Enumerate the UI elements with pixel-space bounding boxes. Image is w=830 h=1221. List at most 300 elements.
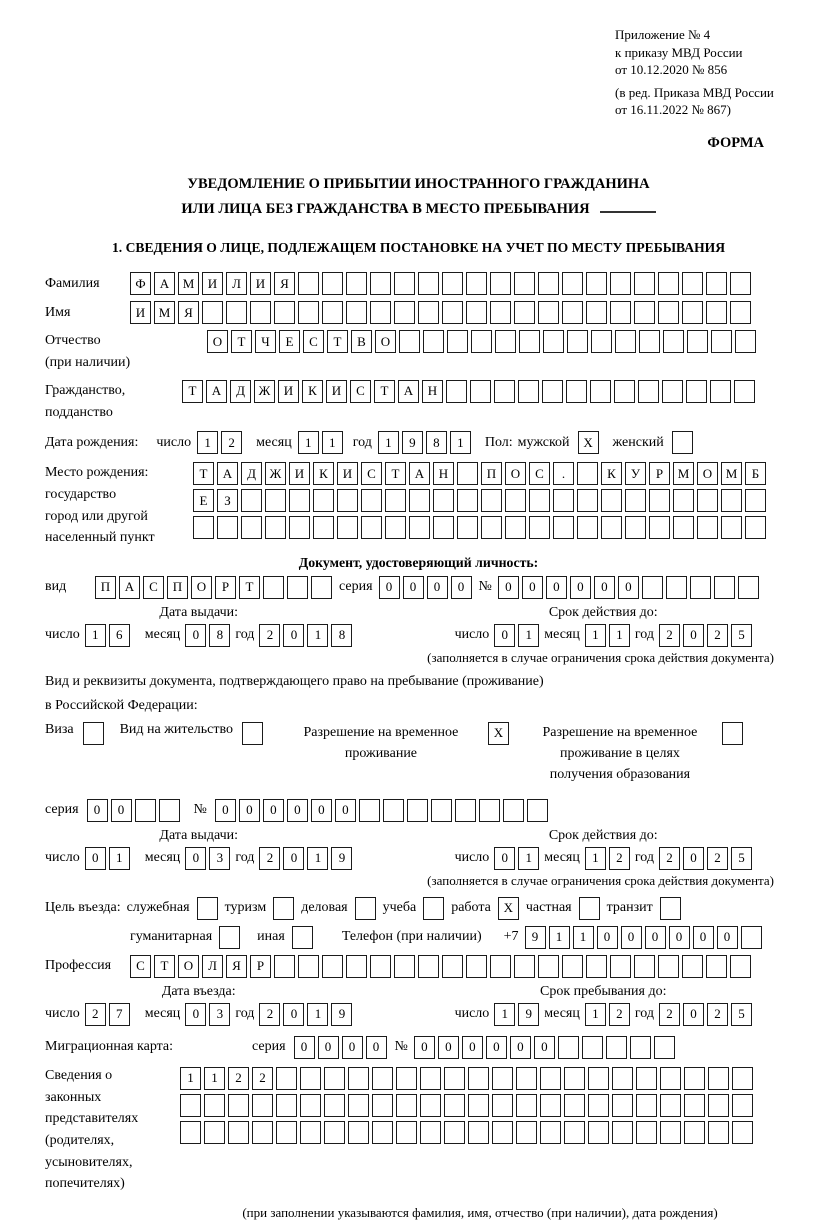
char-cell[interactable] bbox=[407, 799, 428, 822]
char-cell[interactable] bbox=[516, 1094, 537, 1117]
char-cell[interactable]: Ж bbox=[254, 380, 275, 403]
char-cell[interactable] bbox=[442, 301, 463, 324]
char-cell[interactable]: Т bbox=[231, 330, 252, 353]
char-cell[interactable] bbox=[514, 301, 535, 324]
char-cell[interactable]: О bbox=[191, 576, 212, 599]
char-cell[interactable] bbox=[204, 1121, 225, 1144]
char-cell[interactable] bbox=[446, 380, 467, 403]
char-cell[interactable] bbox=[399, 330, 420, 353]
char-cell[interactable]: 1 bbox=[85, 624, 106, 647]
char-cell[interactable]: Т bbox=[182, 380, 203, 403]
char-cell[interactable] bbox=[529, 489, 550, 512]
char-cell[interactable] bbox=[741, 926, 762, 949]
char-cell[interactable]: А bbox=[398, 380, 419, 403]
char-cell[interactable] bbox=[494, 380, 515, 403]
char-cell[interactable] bbox=[217, 516, 238, 539]
char-cell[interactable]: 2 bbox=[259, 1003, 280, 1026]
char-cell[interactable] bbox=[348, 1067, 369, 1090]
char-cell[interactable]: 1 bbox=[180, 1067, 201, 1090]
char-cell[interactable] bbox=[394, 301, 415, 324]
char-cell[interactable] bbox=[660, 1067, 681, 1090]
char-cell[interactable] bbox=[564, 1094, 585, 1117]
char-cell[interactable]: Я bbox=[274, 272, 295, 295]
char-cell[interactable]: 1 bbox=[585, 624, 606, 647]
char-cell[interactable]: 0 bbox=[185, 847, 206, 870]
char-cell[interactable]: 0 bbox=[111, 799, 132, 822]
char-cell[interactable] bbox=[682, 955, 703, 978]
char-cell[interactable] bbox=[638, 380, 659, 403]
char-cell[interactable] bbox=[538, 272, 559, 295]
char-cell[interactable]: 2 bbox=[252, 1067, 273, 1090]
char-cell[interactable] bbox=[495, 330, 516, 353]
char-cell[interactable]: 2 bbox=[659, 847, 680, 870]
char-cell[interactable] bbox=[745, 489, 766, 512]
char-cell[interactable]: 0 bbox=[494, 624, 515, 647]
char-cell[interactable] bbox=[610, 272, 631, 295]
char-cell[interactable]: 0 bbox=[85, 847, 106, 870]
char-cell[interactable]: 0 bbox=[594, 576, 615, 599]
char-cell[interactable] bbox=[409, 516, 430, 539]
char-cell[interactable] bbox=[564, 1067, 585, 1090]
char-cell[interactable] bbox=[324, 1121, 345, 1144]
char-cell[interactable] bbox=[383, 799, 404, 822]
char-cell[interactable]: С bbox=[529, 462, 550, 485]
char-cell[interactable] bbox=[615, 330, 636, 353]
char-cell[interactable] bbox=[361, 489, 382, 512]
char-cell[interactable]: С bbox=[143, 576, 164, 599]
char-cell[interactable]: 8 bbox=[209, 624, 230, 647]
char-cell[interactable] bbox=[732, 1094, 753, 1117]
char-cell[interactable]: А bbox=[119, 576, 140, 599]
char-cell[interactable] bbox=[636, 1121, 657, 1144]
char-cell[interactable] bbox=[711, 330, 732, 353]
char-cell[interactable]: 0 bbox=[379, 576, 400, 599]
char-cell[interactable] bbox=[708, 1067, 729, 1090]
char-cell[interactable] bbox=[444, 1121, 465, 1144]
char-cell[interactable] bbox=[636, 1094, 657, 1117]
char-cell[interactable] bbox=[180, 1121, 201, 1144]
char-cell[interactable] bbox=[706, 301, 727, 324]
char-cell[interactable] bbox=[492, 1094, 513, 1117]
char-cell[interactable]: Н bbox=[422, 380, 443, 403]
char-cell[interactable] bbox=[298, 955, 319, 978]
char-cell[interactable]: 0 bbox=[403, 576, 424, 599]
char-cell[interactable]: 2 bbox=[609, 1003, 630, 1026]
char-cell[interactable]: 0 bbox=[534, 1036, 555, 1059]
char-cell[interactable] bbox=[409, 489, 430, 512]
char-cell[interactable]: 0 bbox=[510, 1036, 531, 1059]
char-cell[interactable] bbox=[346, 272, 367, 295]
char-cell[interactable] bbox=[660, 897, 681, 920]
char-cell[interactable] bbox=[567, 330, 588, 353]
char-cell[interactable]: 0 bbox=[283, 624, 304, 647]
char-cell[interactable]: 0 bbox=[683, 1003, 704, 1026]
char-cell[interactable] bbox=[289, 516, 310, 539]
char-cell[interactable]: Т bbox=[385, 462, 406, 485]
char-cell[interactable]: 0 bbox=[215, 799, 236, 822]
char-cell[interactable]: 8 bbox=[331, 624, 352, 647]
char-cell[interactable] bbox=[614, 380, 635, 403]
char-cell[interactable] bbox=[654, 1036, 675, 1059]
char-cell[interactable]: И bbox=[202, 272, 223, 295]
char-cell[interactable] bbox=[346, 955, 367, 978]
char-cell[interactable] bbox=[265, 516, 286, 539]
char-cell[interactable]: 0 bbox=[438, 1036, 459, 1059]
char-cell[interactable] bbox=[658, 955, 679, 978]
char-cell[interactable] bbox=[265, 489, 286, 512]
char-cell[interactable] bbox=[455, 799, 476, 822]
char-cell[interactable]: 0 bbox=[87, 799, 108, 822]
char-cell[interactable] bbox=[370, 955, 391, 978]
char-cell[interactable]: 1 bbox=[450, 431, 471, 454]
char-cell[interactable] bbox=[348, 1121, 369, 1144]
char-cell[interactable] bbox=[490, 955, 511, 978]
char-cell[interactable]: 2 bbox=[609, 847, 630, 870]
char-cell[interactable]: 0 bbox=[683, 624, 704, 647]
char-cell[interactable] bbox=[355, 897, 376, 920]
char-cell[interactable]: 2 bbox=[221, 431, 242, 454]
char-cell[interactable] bbox=[300, 1094, 321, 1117]
char-cell[interactable]: 1 bbox=[378, 431, 399, 454]
char-cell[interactable]: 0 bbox=[462, 1036, 483, 1059]
char-cell[interactable] bbox=[682, 272, 703, 295]
char-cell[interactable] bbox=[447, 330, 468, 353]
char-cell[interactable]: 0 bbox=[717, 926, 738, 949]
char-cell[interactable]: Я bbox=[226, 955, 247, 978]
char-cell[interactable] bbox=[420, 1067, 441, 1090]
char-cell[interactable]: 1 bbox=[549, 926, 570, 949]
char-cell[interactable] bbox=[300, 1121, 321, 1144]
char-cell[interactable]: 1 bbox=[307, 847, 328, 870]
char-cell[interactable]: Л bbox=[202, 955, 223, 978]
char-cell[interactable]: 0 bbox=[570, 576, 591, 599]
char-cell[interactable] bbox=[287, 576, 308, 599]
char-cell[interactable] bbox=[519, 330, 540, 353]
char-cell[interactable] bbox=[610, 301, 631, 324]
char-cell[interactable] bbox=[442, 955, 463, 978]
char-cell[interactable] bbox=[466, 301, 487, 324]
char-cell[interactable] bbox=[370, 272, 391, 295]
char-cell[interactable] bbox=[276, 1094, 297, 1117]
char-cell[interactable] bbox=[590, 380, 611, 403]
char-cell[interactable] bbox=[540, 1094, 561, 1117]
char-cell[interactable] bbox=[538, 301, 559, 324]
char-cell[interactable] bbox=[418, 301, 439, 324]
char-cell[interactable] bbox=[666, 576, 687, 599]
char-cell[interactable] bbox=[219, 926, 240, 949]
char-cell[interactable] bbox=[313, 516, 334, 539]
char-cell[interactable] bbox=[721, 516, 742, 539]
char-cell[interactable]: Т bbox=[239, 576, 260, 599]
char-cell[interactable]: О bbox=[697, 462, 718, 485]
char-cell[interactable]: 1 bbox=[585, 847, 606, 870]
char-cell[interactable]: М bbox=[673, 462, 694, 485]
char-cell[interactable] bbox=[241, 516, 262, 539]
char-cell[interactable]: 1 bbox=[518, 847, 539, 870]
char-cell[interactable]: 0 bbox=[318, 1036, 339, 1059]
char-cell[interactable] bbox=[503, 799, 524, 822]
char-cell[interactable]: 0 bbox=[366, 1036, 387, 1059]
char-cell[interactable]: М bbox=[178, 272, 199, 295]
char-cell[interactable] bbox=[586, 272, 607, 295]
char-cell[interactable]: Н bbox=[433, 462, 454, 485]
char-cell[interactable]: 0 bbox=[311, 799, 332, 822]
char-cell[interactable]: 1 bbox=[518, 624, 539, 647]
char-cell[interactable] bbox=[658, 272, 679, 295]
char-cell[interactable] bbox=[601, 489, 622, 512]
char-cell[interactable]: 1 bbox=[494, 1003, 515, 1026]
char-cell[interactable]: И bbox=[289, 462, 310, 485]
char-cell[interactable] bbox=[514, 955, 535, 978]
char-cell[interactable] bbox=[516, 1067, 537, 1090]
char-cell[interactable] bbox=[673, 516, 694, 539]
char-cell[interactable]: Д bbox=[241, 462, 262, 485]
char-cell[interactable] bbox=[348, 1094, 369, 1117]
char-cell[interactable] bbox=[612, 1094, 633, 1117]
char-cell[interactable] bbox=[228, 1094, 249, 1117]
char-cell[interactable]: X bbox=[578, 431, 599, 454]
char-cell[interactable]: 2 bbox=[707, 847, 728, 870]
char-cell[interactable]: 9 bbox=[331, 1003, 352, 1026]
char-cell[interactable]: 2 bbox=[659, 624, 680, 647]
char-cell[interactable]: Ч bbox=[255, 330, 276, 353]
char-cell[interactable]: 9 bbox=[518, 1003, 539, 1026]
char-cell[interactable] bbox=[468, 1067, 489, 1090]
char-cell[interactable] bbox=[226, 301, 247, 324]
char-cell[interactable]: 0 bbox=[185, 1003, 206, 1026]
char-cell[interactable] bbox=[252, 1121, 273, 1144]
char-cell[interactable] bbox=[372, 1067, 393, 1090]
char-cell[interactable] bbox=[372, 1094, 393, 1117]
char-cell[interactable] bbox=[721, 489, 742, 512]
char-cell[interactable] bbox=[540, 1121, 561, 1144]
char-cell[interactable] bbox=[734, 380, 755, 403]
char-cell[interactable] bbox=[714, 576, 735, 599]
char-cell[interactable] bbox=[672, 431, 693, 454]
char-cell[interactable] bbox=[649, 489, 670, 512]
char-cell[interactable] bbox=[250, 301, 271, 324]
char-cell[interactable]: 1 bbox=[307, 624, 328, 647]
char-cell[interactable]: 0 bbox=[283, 1003, 304, 1026]
char-cell[interactable] bbox=[197, 897, 218, 920]
char-cell[interactable]: 8 bbox=[426, 431, 447, 454]
char-cell[interactable] bbox=[490, 301, 511, 324]
char-cell[interactable] bbox=[634, 272, 655, 295]
char-cell[interactable] bbox=[527, 799, 548, 822]
char-cell[interactable]: А bbox=[409, 462, 430, 485]
char-cell[interactable]: Б bbox=[745, 462, 766, 485]
char-cell[interactable] bbox=[518, 380, 539, 403]
char-cell[interactable] bbox=[708, 1121, 729, 1144]
char-cell[interactable]: Л bbox=[226, 272, 247, 295]
char-cell[interactable] bbox=[588, 1121, 609, 1144]
char-cell[interactable]: 0 bbox=[263, 799, 284, 822]
char-cell[interactable]: Т bbox=[327, 330, 348, 353]
char-cell[interactable] bbox=[710, 380, 731, 403]
char-cell[interactable] bbox=[686, 380, 707, 403]
char-cell[interactable] bbox=[479, 799, 500, 822]
char-cell[interactable]: 1 bbox=[585, 1003, 606, 1026]
char-cell[interactable]: 0 bbox=[546, 576, 567, 599]
char-cell[interactable] bbox=[588, 1067, 609, 1090]
char-cell[interactable] bbox=[490, 272, 511, 295]
char-cell[interactable] bbox=[300, 1067, 321, 1090]
char-cell[interactable]: 2 bbox=[259, 847, 280, 870]
char-cell[interactable]: И bbox=[326, 380, 347, 403]
char-cell[interactable] bbox=[466, 272, 487, 295]
char-cell[interactable] bbox=[730, 301, 751, 324]
char-cell[interactable] bbox=[610, 955, 631, 978]
char-cell[interactable] bbox=[444, 1094, 465, 1117]
char-cell[interactable] bbox=[663, 330, 684, 353]
char-cell[interactable] bbox=[660, 1094, 681, 1117]
char-cell[interactable]: Ж bbox=[265, 462, 286, 485]
char-cell[interactable] bbox=[471, 330, 492, 353]
char-cell[interactable] bbox=[706, 272, 727, 295]
char-cell[interactable] bbox=[298, 272, 319, 295]
char-cell[interactable] bbox=[420, 1121, 441, 1144]
char-cell[interactable] bbox=[423, 330, 444, 353]
char-cell[interactable]: М bbox=[154, 301, 175, 324]
char-cell[interactable]: 0 bbox=[669, 926, 690, 949]
char-cell[interactable] bbox=[481, 489, 502, 512]
char-cell[interactable]: П bbox=[167, 576, 188, 599]
char-cell[interactable]: 9 bbox=[402, 431, 423, 454]
char-cell[interactable]: 0 bbox=[494, 847, 515, 870]
char-cell[interactable] bbox=[311, 576, 332, 599]
char-cell[interactable]: 0 bbox=[335, 799, 356, 822]
char-cell[interactable]: Р bbox=[649, 462, 670, 485]
char-cell[interactable] bbox=[542, 380, 563, 403]
char-cell[interactable]: П bbox=[481, 462, 502, 485]
char-cell[interactable] bbox=[324, 1067, 345, 1090]
char-cell[interactable] bbox=[492, 1121, 513, 1144]
char-cell[interactable] bbox=[697, 516, 718, 539]
char-cell[interactable] bbox=[394, 955, 415, 978]
char-cell[interactable] bbox=[431, 799, 452, 822]
char-cell[interactable]: 2 bbox=[85, 1003, 106, 1026]
char-cell[interactable] bbox=[625, 516, 646, 539]
char-cell[interactable] bbox=[634, 301, 655, 324]
char-cell[interactable] bbox=[242, 722, 263, 745]
char-cell[interactable] bbox=[481, 516, 502, 539]
char-cell[interactable]: 0 bbox=[522, 576, 543, 599]
char-cell[interactable] bbox=[516, 1121, 537, 1144]
char-cell[interactable] bbox=[730, 272, 751, 295]
char-cell[interactable] bbox=[420, 1094, 441, 1117]
char-cell[interactable] bbox=[135, 799, 156, 822]
char-cell[interactable]: М bbox=[721, 462, 742, 485]
char-cell[interactable]: 0 bbox=[185, 624, 206, 647]
char-cell[interactable]: А bbox=[217, 462, 238, 485]
char-cell[interactable] bbox=[577, 489, 598, 512]
char-cell[interactable] bbox=[606, 1036, 627, 1059]
char-cell[interactable] bbox=[396, 1121, 417, 1144]
char-cell[interactable]: 2 bbox=[707, 624, 728, 647]
char-cell[interactable] bbox=[538, 955, 559, 978]
char-cell[interactable]: Д bbox=[230, 380, 251, 403]
char-cell[interactable]: 0 bbox=[451, 576, 472, 599]
char-cell[interactable]: С bbox=[130, 955, 151, 978]
char-cell[interactable] bbox=[735, 330, 756, 353]
char-cell[interactable] bbox=[361, 516, 382, 539]
char-cell[interactable]: З bbox=[217, 489, 238, 512]
char-cell[interactable] bbox=[372, 1121, 393, 1144]
char-cell[interactable]: 0 bbox=[498, 576, 519, 599]
char-cell[interactable] bbox=[470, 380, 491, 403]
char-cell[interactable] bbox=[625, 489, 646, 512]
char-cell[interactable] bbox=[274, 955, 295, 978]
char-cell[interactable]: 0 bbox=[621, 926, 642, 949]
char-cell[interactable] bbox=[322, 955, 343, 978]
char-cell[interactable]: X bbox=[498, 897, 519, 920]
char-cell[interactable] bbox=[562, 301, 583, 324]
char-cell[interactable] bbox=[684, 1067, 705, 1090]
char-cell[interactable] bbox=[738, 576, 759, 599]
char-cell[interactable]: 1 bbox=[322, 431, 343, 454]
char-cell[interactable] bbox=[745, 516, 766, 539]
char-cell[interactable]: 1 bbox=[109, 847, 130, 870]
char-cell[interactable] bbox=[543, 330, 564, 353]
char-cell[interactable] bbox=[732, 1067, 753, 1090]
char-cell[interactable] bbox=[468, 1094, 489, 1117]
char-cell[interactable]: К bbox=[302, 380, 323, 403]
char-cell[interactable]: Р bbox=[250, 955, 271, 978]
char-cell[interactable]: 2 bbox=[228, 1067, 249, 1090]
char-cell[interactable] bbox=[553, 489, 574, 512]
char-cell[interactable]: 1 bbox=[307, 1003, 328, 1026]
char-cell[interactable] bbox=[423, 897, 444, 920]
char-cell[interactable]: С bbox=[303, 330, 324, 353]
char-cell[interactable]: 5 bbox=[731, 847, 752, 870]
char-cell[interactable] bbox=[396, 1094, 417, 1117]
char-cell[interactable] bbox=[612, 1067, 633, 1090]
char-cell[interactable]: 0 bbox=[427, 576, 448, 599]
char-cell[interactable] bbox=[586, 955, 607, 978]
char-cell[interactable]: 0 bbox=[597, 926, 618, 949]
char-cell[interactable] bbox=[273, 897, 294, 920]
char-cell[interactable]: Р bbox=[215, 576, 236, 599]
char-cell[interactable] bbox=[690, 576, 711, 599]
char-cell[interactable] bbox=[514, 272, 535, 295]
char-cell[interactable]: Т bbox=[193, 462, 214, 485]
char-cell[interactable]: С bbox=[361, 462, 382, 485]
char-cell[interactable] bbox=[612, 1121, 633, 1144]
char-cell[interactable] bbox=[313, 489, 334, 512]
char-cell[interactable] bbox=[639, 330, 660, 353]
char-cell[interactable] bbox=[468, 1121, 489, 1144]
char-cell[interactable]: Е bbox=[193, 489, 214, 512]
char-cell[interactable]: 0 bbox=[683, 847, 704, 870]
char-cell[interactable] bbox=[658, 301, 679, 324]
char-cell[interactable] bbox=[505, 489, 526, 512]
char-cell[interactable] bbox=[180, 1094, 201, 1117]
char-cell[interactable] bbox=[433, 489, 454, 512]
char-cell[interactable] bbox=[322, 272, 343, 295]
char-cell[interactable]: Е bbox=[279, 330, 300, 353]
char-cell[interactable] bbox=[444, 1067, 465, 1090]
char-cell[interactable] bbox=[457, 462, 478, 485]
char-cell[interactable] bbox=[505, 516, 526, 539]
char-cell[interactable] bbox=[396, 1067, 417, 1090]
char-cell[interactable]: 0 bbox=[239, 799, 260, 822]
char-cell[interactable] bbox=[457, 516, 478, 539]
char-cell[interactable] bbox=[433, 516, 454, 539]
char-cell[interactable]: А bbox=[206, 380, 227, 403]
char-cell[interactable] bbox=[289, 489, 310, 512]
char-cell[interactable] bbox=[370, 301, 391, 324]
char-cell[interactable] bbox=[359, 799, 380, 822]
